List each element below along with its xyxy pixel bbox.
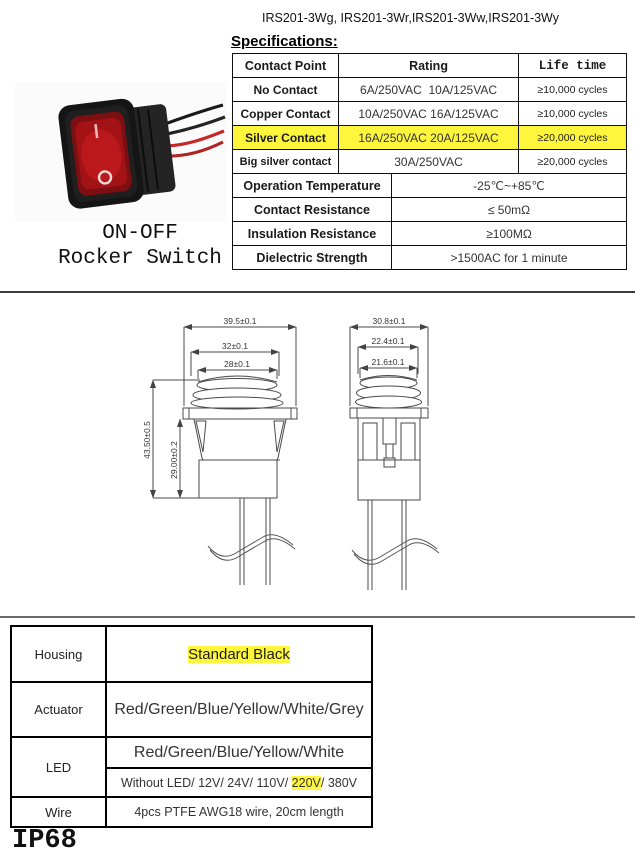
specifications-table xyxy=(232,53,627,270)
actuator-value: Red/Green/Blue/Yellow/White/Grey xyxy=(106,682,372,737)
dim-side-rocker-width: 21.6±0.1 xyxy=(371,357,405,367)
header-rating: Rating xyxy=(339,54,519,78)
housing-label: Housing xyxy=(11,626,106,682)
led-label: LED xyxy=(11,737,106,797)
section-divider-bottom xyxy=(0,616,635,618)
dim-front-rocker-width: 28±0.1 xyxy=(224,359,250,369)
dim-side-mid-width: 22.4±0.1 xyxy=(371,336,405,346)
property-value: -25℃~+85℃ xyxy=(392,174,627,198)
led-colors-value: Red/Green/Blue/Yellow/White xyxy=(106,737,372,768)
led-voltage-suffix: / 380V xyxy=(320,775,358,790)
spec-row-operation-temperature xyxy=(233,174,627,198)
rating-cell: 30A/250VAC xyxy=(339,150,519,174)
model-numbers-title: IRS201-3Wg, IRS201-3Wr,IRS201-3Ww,IRS201-3Wy xyxy=(262,11,559,25)
property-value: ≥100MΩ xyxy=(392,222,627,246)
contact-cell: Copper Contact xyxy=(233,102,339,126)
wire-value: 4pcs PTFE AWG18 wire, 20cm length xyxy=(106,797,372,827)
caption-line-1: ON-OFF xyxy=(102,222,178,245)
rocker-switch-photo xyxy=(15,82,227,222)
contact-cell: Big silver contact xyxy=(233,150,339,174)
contact-cell: No Contact xyxy=(233,78,339,102)
spec-row-no-contact xyxy=(233,78,627,102)
technical-drawing-side-view xyxy=(330,300,480,615)
on-marking-icon xyxy=(95,124,97,138)
property-label: Contact Resistance xyxy=(233,198,392,222)
dim-side-flange-width: 30.8±0.1 xyxy=(372,316,406,326)
technical-drawing-front-view xyxy=(140,300,325,615)
life-cell: ≥20,000 cycles xyxy=(519,150,627,174)
housing-value-highlighted: Standard Black xyxy=(188,645,290,663)
spec-row-insulation-resistance xyxy=(233,222,627,246)
housing-value xyxy=(106,626,372,682)
property-label: Operation Temperature xyxy=(233,174,392,198)
options-table xyxy=(10,625,373,828)
options-row-actuator xyxy=(11,682,372,737)
contact-cell-highlighted: Silver Contact xyxy=(233,126,339,150)
property-value: ≤ 50mΩ xyxy=(392,198,627,222)
dim-front-flange-width: 39.5±0.1 xyxy=(223,316,257,326)
led-voltage-prefix: Without LED/ 12V/ 24V/ 110V/ xyxy=(120,775,292,790)
ip-rating-label: IP68 xyxy=(12,826,77,856)
header-life-time: Life time xyxy=(519,54,627,78)
rating-cell-highlighted: 16A/250VAC 20A/125VAC xyxy=(339,126,519,150)
spec-row-silver-contact xyxy=(233,126,627,150)
spec-row-dielectric-strength xyxy=(233,246,627,270)
section-divider-top xyxy=(0,291,635,293)
dim-front-total-height: 43.50±0.5 xyxy=(142,421,152,459)
property-label: Dielectric Strength xyxy=(233,246,392,270)
spec-row-big-silver-contact xyxy=(233,150,627,174)
property-value: >1500AC for 1 minute xyxy=(392,246,627,270)
actuator-label: Actuator xyxy=(11,682,106,737)
product-caption xyxy=(35,221,245,271)
dim-front-mid-width: 32±0.1 xyxy=(222,341,248,351)
dim-front-body-height: 29.00±0.2 xyxy=(169,441,179,479)
rocker-switch-illustration xyxy=(15,82,227,222)
life-cell: ≥10,000 cycles xyxy=(519,102,627,126)
options-row-wire xyxy=(11,797,372,827)
life-cell: ≥10,000 cycles xyxy=(519,78,627,102)
life-cell-highlighted: ≥20,000 cycles xyxy=(519,126,627,150)
options-row-housing xyxy=(11,626,372,682)
options-row-led-colors xyxy=(11,737,372,768)
property-label: Insulation Resistance xyxy=(233,222,392,246)
led-voltage-highlighted: 220V xyxy=(291,775,321,790)
rating-cell: 6A/250VAC 10A/125VAC xyxy=(339,78,519,102)
spec-row-copper-contact xyxy=(233,102,627,126)
caption-line-2: Rocker Switch xyxy=(58,247,222,271)
header-contact-point: Contact Point xyxy=(233,54,339,78)
spec-header-row xyxy=(233,54,627,78)
switch-body xyxy=(57,94,177,210)
rating-cell: 10A/250VAC 16A/125VAC xyxy=(339,102,519,126)
led-voltages-value xyxy=(106,768,372,797)
spec-row-contact-resistance xyxy=(233,198,627,222)
wire-label: Wire xyxy=(11,797,106,827)
specifications-heading: Specifications: xyxy=(231,33,338,50)
